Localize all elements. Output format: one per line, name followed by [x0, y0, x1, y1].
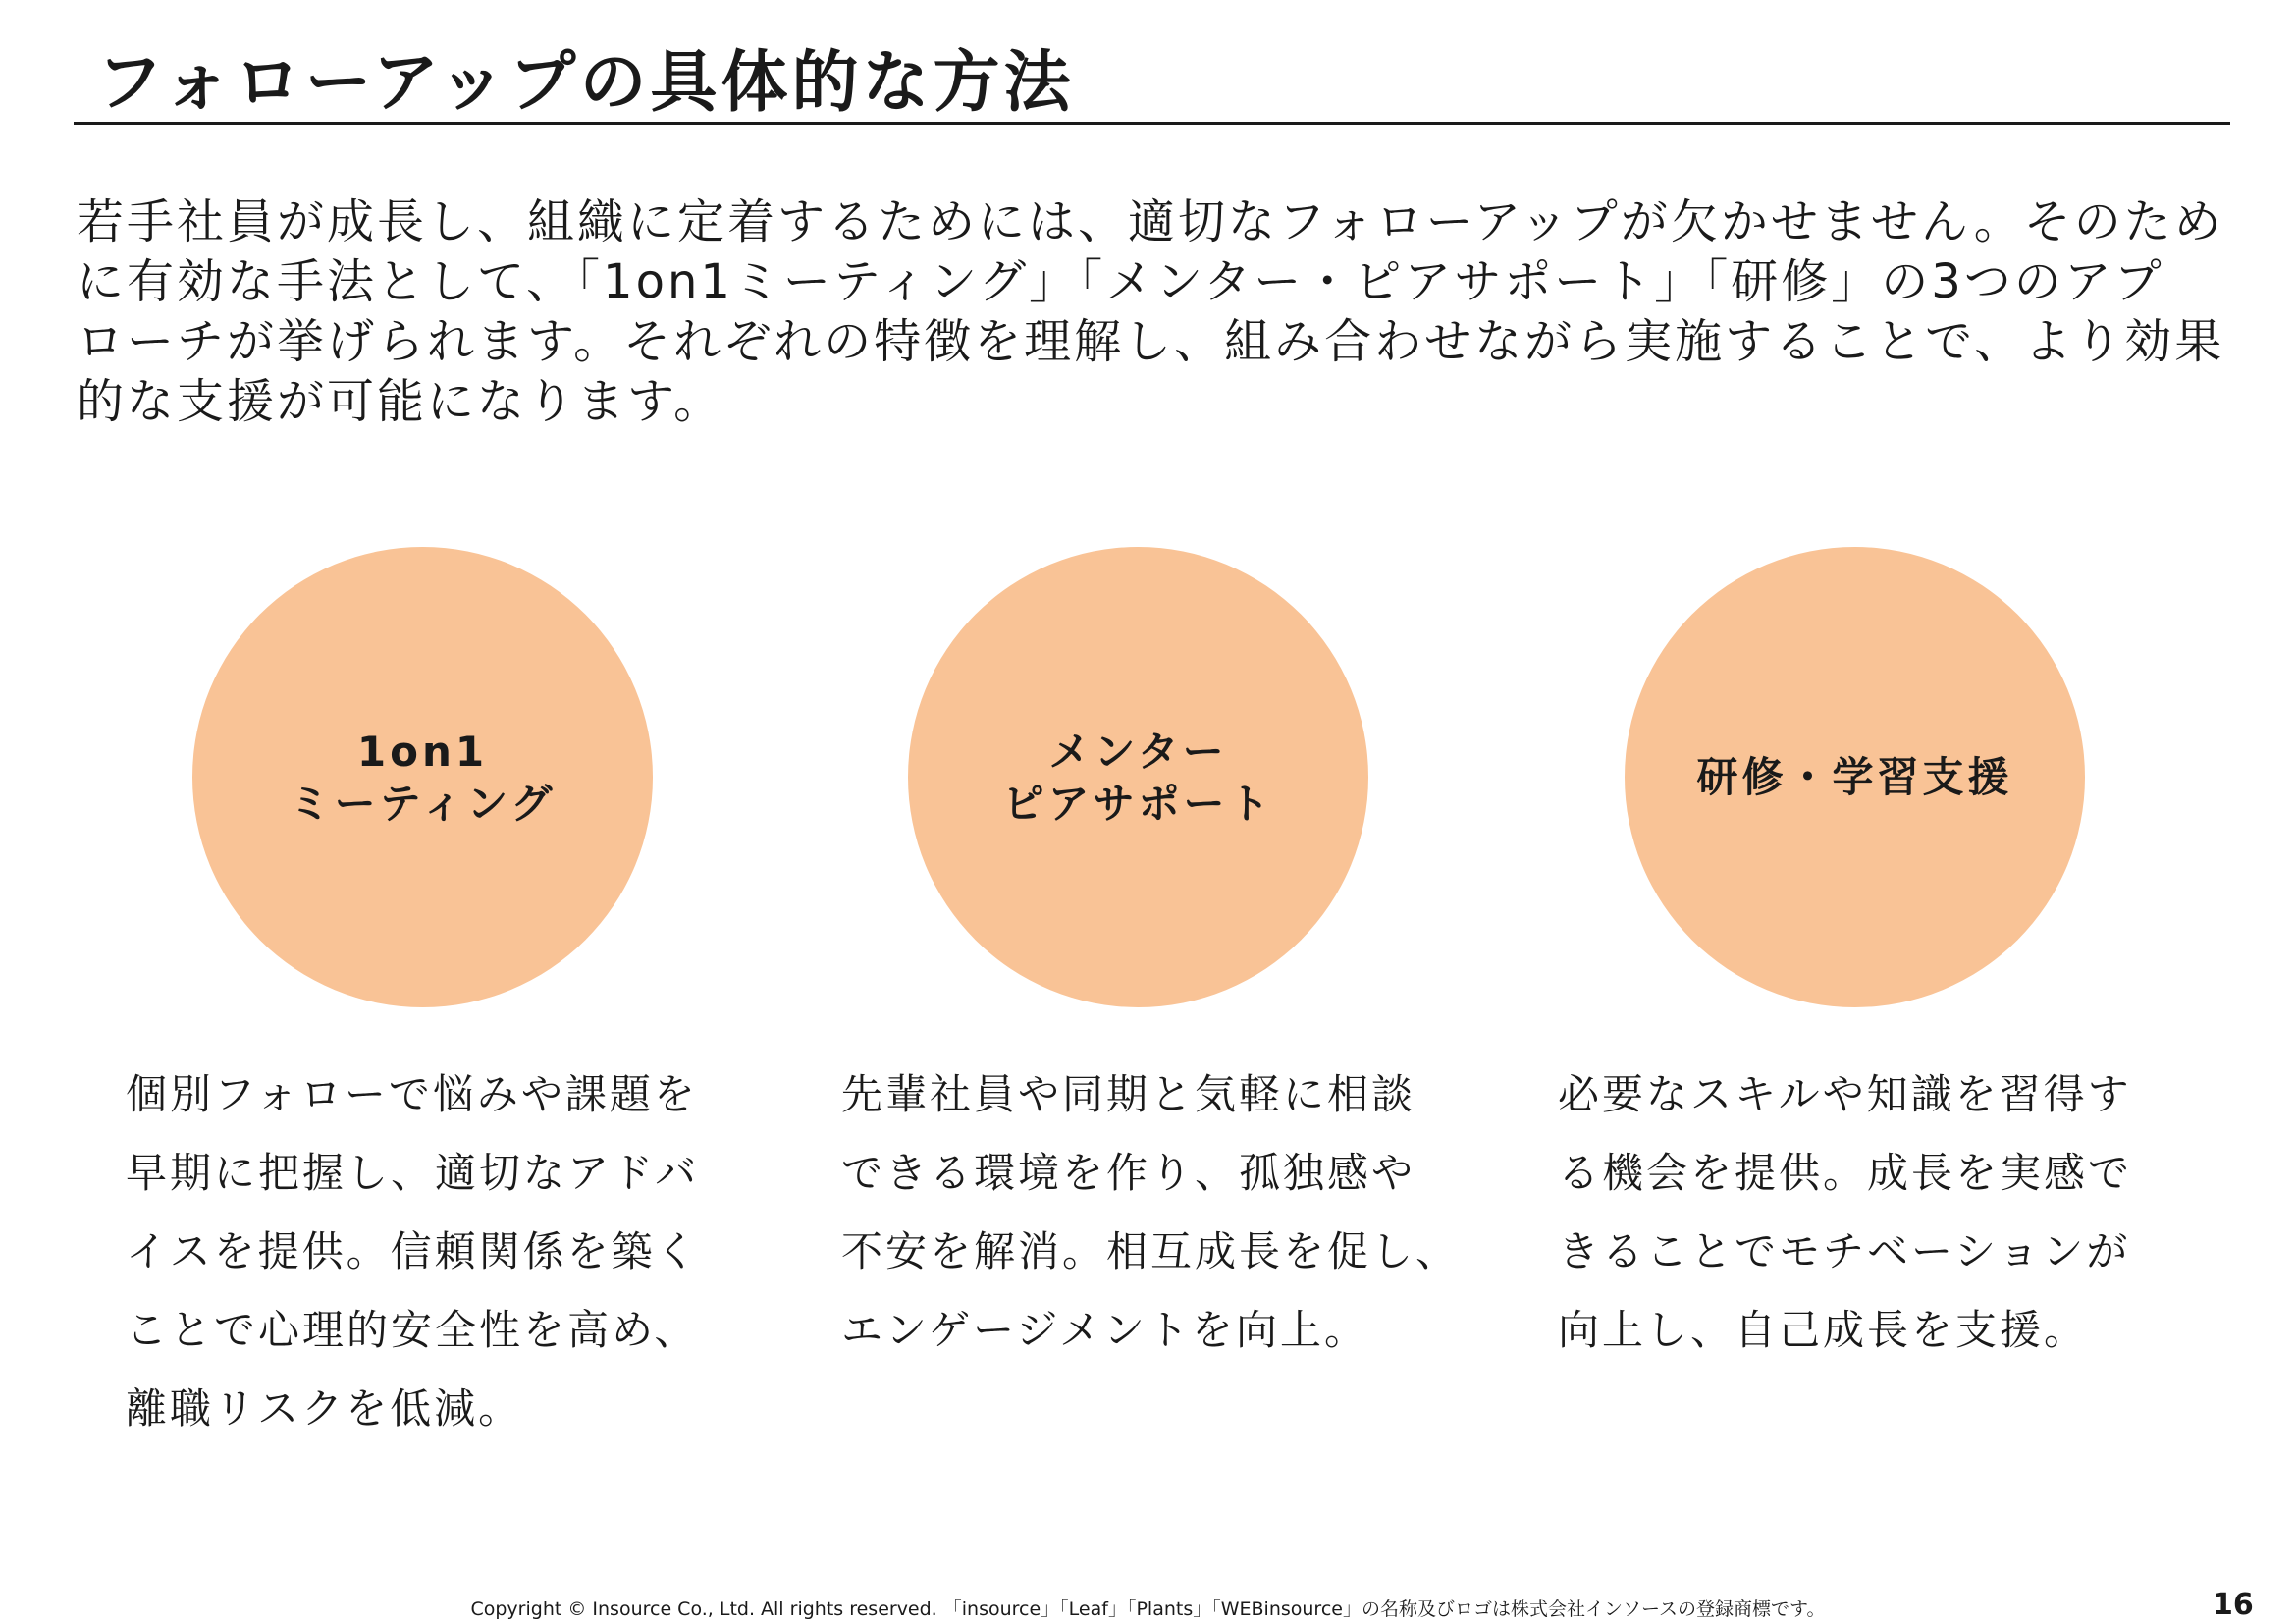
page-title: フォローアップの具体的な方法: [96, 44, 1075, 122]
approach-description-mentor: [841, 1056, 1460, 1370]
description-line: できる環境を作り、孤独感や: [841, 1149, 1416, 1197]
intro-line: 若手社員が成長し、組織に定着するためには、適切なフォローアップが欠かせません。そのため: [77, 194, 2224, 249]
approach-label: ミーティング: [289, 779, 557, 828]
intro-line: ローチが挙げられます。それぞれの特徴を理解し、組み合わせながら実施することで、より効果: [77, 314, 2225, 369]
description-line: 不安を解消。相互成長を促し、: [841, 1227, 1461, 1275]
approach-label: ピアサポート: [1002, 779, 1274, 828]
page-number: 16: [2213, 1588, 2254, 1622]
description-line: 個別フォローで悩みや課題を: [126, 1070, 698, 1118]
approach-description-training: [1558, 1056, 2132, 1370]
description-line: 早期に把握し、適切なアドバ: [126, 1149, 700, 1197]
description-line: 先輩社員や同期と気軽に相談: [841, 1070, 1416, 1118]
description-line: イスを提供。信頼関係を築く: [126, 1227, 700, 1275]
approach-label: 1on1: [356, 727, 489, 776]
description-line: きることでモチベーションが: [1558, 1227, 2131, 1275]
approach-label: 研修・学習支援: [1696, 753, 2013, 801]
description-line: エンゲージメントを向上。: [841, 1306, 1369, 1354]
title-divider: [74, 122, 2230, 125]
copyright-notice: Copyright © Insource Co., Ltd. All rights reserved. 「insource」「Leaf」「Plants」「WEBinsource」の名称及びロゴは株式会社インソースの登録商標です。: [470, 1598, 1826, 1620]
approach-description-1on1: [126, 1056, 700, 1448]
description-line: 必要なスキルや知識を習得す: [1558, 1070, 2132, 1118]
approach-label: メンター: [1048, 727, 1228, 776]
approach-circle-training: [1625, 547, 2085, 1007]
description-line: 離職リスクを低減。: [126, 1384, 523, 1433]
description-line: ことで心理的安全性を高め、: [126, 1306, 699, 1354]
approach-circle-mentor: [908, 547, 1368, 1007]
description-line: る機会を提供。成長を実感で: [1558, 1149, 2133, 1197]
approach-circle-1on1: [192, 547, 653, 1007]
intro-line: に有効な手法として、「1on1ミーティング」「メンター・ピアサポート」「研修」の3つのアプ: [77, 254, 2164, 309]
intro-line: 的な支援が可能になります。: [77, 374, 724, 429]
description-line: 向上し、自己成長を支援。: [1558, 1306, 2089, 1354]
intro-paragraph: [77, 192, 2225, 432]
